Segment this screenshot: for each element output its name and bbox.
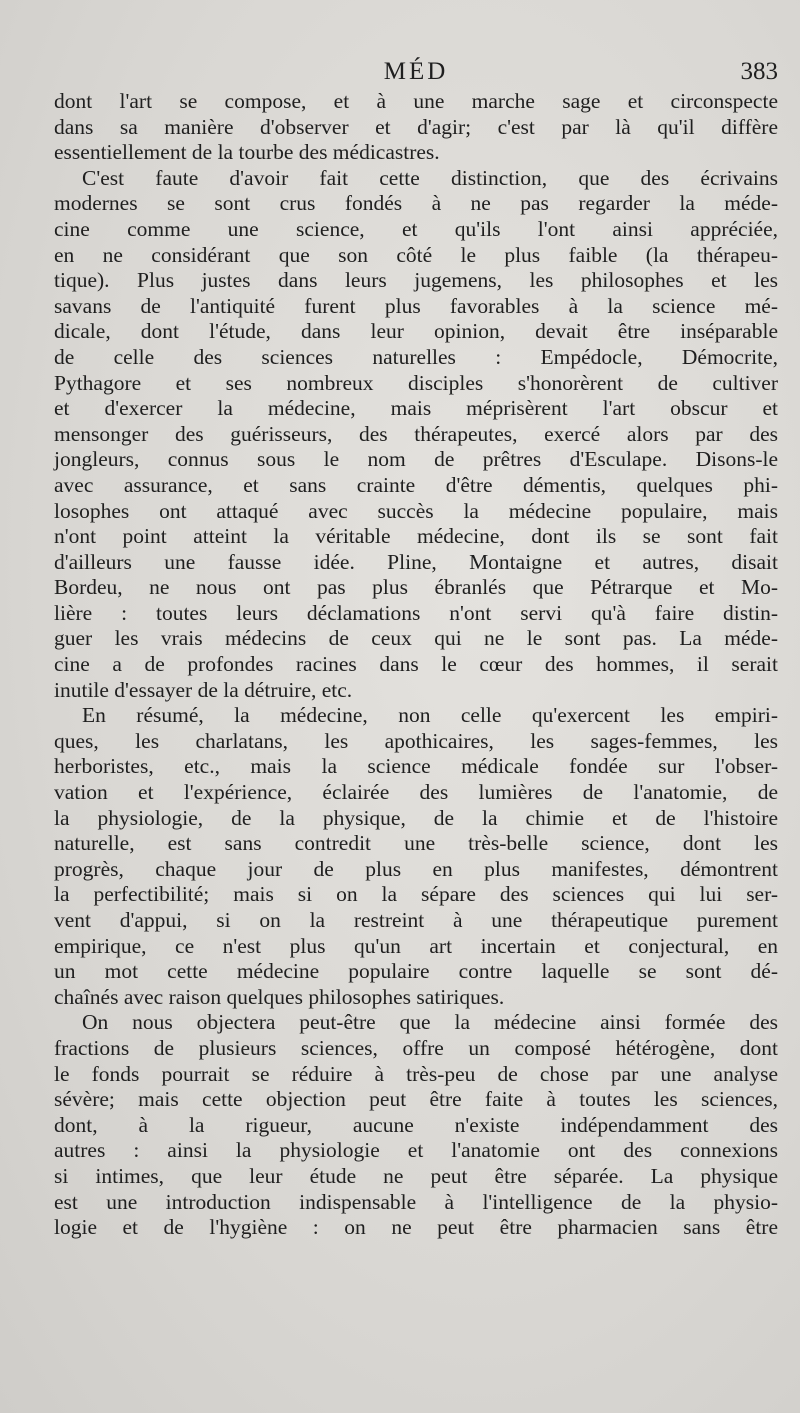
text-line: dans sa manière d'observer et d'agir; c'est par là qu'il diffère	[54, 114, 778, 139]
text-line: et d'exercer la médecine, mais méprisèrent l'art obscur et	[54, 396, 778, 421]
text-line: est une introduction indispensable à l'intelligence de la physio-	[54, 1189, 778, 1214]
text-line: jongleurs, connus sous le nom de prêtres d'Esculape. Disons-le	[54, 447, 778, 472]
text-line: cine comme une science, et qu'ils l'ont ainsi appréciée,	[54, 216, 778, 241]
running-head: MÉD	[383, 58, 449, 85]
text-line: tique). Plus justes dans leurs jugemens, les philosophes et les	[54, 268, 778, 293]
text-line: d'ailleurs une fausse idée. Pline, Montaigne et autres, disait	[54, 549, 778, 574]
text-line: En résumé, la médecine, non celle qu'exercent les empiri-	[82, 703, 778, 728]
text-line: guer les vrais médecins de ceux qui ne le sont pas. La méde-	[54, 626, 778, 651]
text-line: mensonger des guérisseurs, des thérapeutes, exercé alors par des	[54, 421, 778, 446]
text-line: dicale, dont l'étude, dans leur opinion, devait être inséparable	[54, 319, 778, 344]
page-number: 383	[740, 58, 778, 85]
text-line: savans de l'antiquité furent plus favorables à la science mé-	[54, 293, 778, 318]
text-line: la perfectibilité; mais si on la sépare des sciences qui lui ser-	[54, 882, 778, 907]
text-line: sévère; mais cette objection peut être faite à toutes les sciences,	[54, 1087, 778, 1112]
text-line: modernes se sont crus fondés à ne pas regarder la méde-	[54, 191, 778, 216]
text-line: naturelle, est sans contredit une très-belle science, dont les	[54, 831, 778, 856]
text-line: un mot cette médecine populaire contre laquelle se sont dé-	[54, 959, 778, 984]
text-line: essentiellement de la tourbe des médicastres.	[54, 140, 440, 165]
text-line: herboristes, etc., mais la science médicale fondée sur l'obser-	[54, 754, 778, 779]
page-header	[54, 56, 778, 88]
text-line: progrès, chaque jour de plus en plus manifestes, démontrent	[54, 856, 778, 881]
paragraph	[54, 703, 778, 1010]
text-line: vation et l'expérience, éclairée des lumières de l'anatomie, de	[54, 780, 778, 805]
text-line: dont, à la rigueur, aucune n'existe indépendamment des	[54, 1112, 778, 1137]
text-line: empirique, ce n'est plus qu'un art incertain et conjectural, en	[54, 933, 778, 958]
text-line: lière : toutes leurs déclamations n'ont servi qu'à faire distin-	[54, 600, 778, 625]
body-text	[54, 89, 778, 1241]
text-line: inutile d'essayer de la détruire, etc.	[54, 677, 353, 702]
paragraph	[54, 166, 778, 703]
text-line: fractions de plusieurs sciences, offre un composé hétérogène, dont	[54, 1035, 778, 1060]
text-line: avec assurance, et sans crainte d'être démentis, quelques phi-	[54, 472, 778, 497]
text-line: C'est faute d'avoir fait cette distinction, que des écrivains	[82, 165, 778, 190]
text-line: autres : ainsi la physiologie et l'anatomie ont des connexions	[54, 1138, 778, 1163]
text-line: On nous objectera peut-être que la médecine ainsi formée des	[82, 1010, 778, 1035]
text-line: Pythagore et ses nombreux disciples s'honorèrent de cultiver	[54, 370, 778, 395]
text-line: n'ont point atteint la véritable médecine, dont ils se sont fait	[54, 524, 778, 549]
text-line: dont l'art se compose, et à une marche sage et circonspecte	[54, 89, 778, 113]
text-line: le fonds pourrait se réduire à très-peu de chose par une analyse	[54, 1061, 778, 1086]
text-line: logie et de l'hygiène : on ne peut être pharmacien sans être	[54, 1215, 778, 1240]
paragraph	[54, 1010, 778, 1240]
text-line: cine a de profondes racines dans le cœur des hommes, il serait	[54, 652, 778, 677]
text-line: si intimes, que leur étude ne peut être séparée. La physique	[54, 1163, 778, 1188]
text-line: chaînés avec raison quelques philosophes satiriques.	[54, 984, 505, 1009]
text-line: en ne considérant que son côté le plus faible (la thérapeu-	[54, 242, 778, 267]
text-line: la physiologie, de la physique, de la chimie et de l'histoire	[54, 805, 778, 830]
text-line: ques, les charlatans, les apothicaires, les sages-femmes, les	[54, 728, 778, 753]
text-line: Bordeu, ne nous ont pas plus ébranlés que Pétrarque et Mo-	[54, 575, 778, 600]
paragraph	[54, 89, 778, 166]
text-line: vent d'appui, si on la restreint à une thérapeutique purement	[54, 908, 778, 932]
text-line: losophes ont attaqué avec succès la médecine populaire, mais	[54, 498, 778, 523]
text-line: de celle des sciences naturelles : Empédocle, Démocrite,	[54, 344, 778, 369]
